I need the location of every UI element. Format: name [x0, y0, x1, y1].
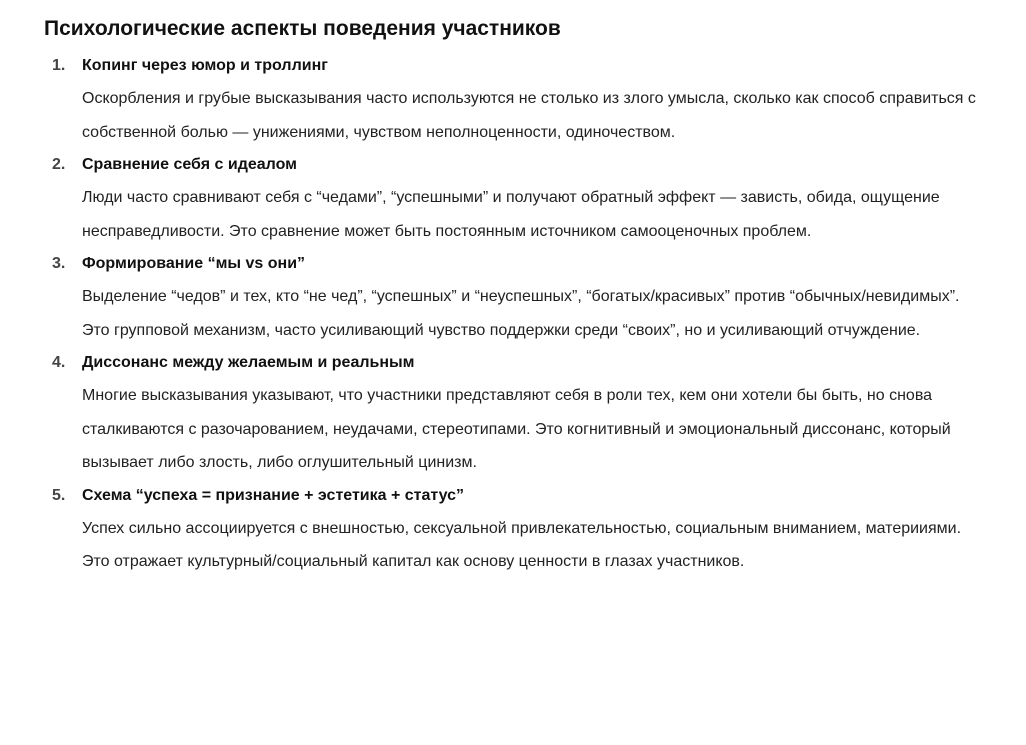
item-body: Выделение “чедов” и тех, кто “не чед”, “успешных” и “неуспешных”, “богатых/красивых” против “обычных/невидимых”. Это групповой механизм, часто усиливающий чувство поддержки среди “своих”, но и усиливающий отчуждение. [82, 288, 960, 339]
item-number: 5. [52, 486, 66, 504]
item-heading: Формирование “мы vs они” [82, 255, 306, 272]
aspects-list [44, 50, 986, 579]
list-item [44, 347, 986, 480]
item-number: 2. [52, 156, 66, 173]
item-heading: Диссонанс между желаемым и реальным [82, 354, 415, 371]
list-item [44, 248, 986, 347]
list-item [44, 50, 986, 149]
item-heading: Копинг через юмор и троллинг [82, 57, 328, 74]
item-number: 4. [52, 354, 66, 371]
item-body: Успех сильно ассоциируется с внешностью, сексуальной привлекательностью, социальным вниманием, материиями. Это отражает культурный/социальный капитал как основу ценности в глазах участников. [82, 519, 962, 570]
item-body: Многие высказывания указывают, что участники представляют себя в роли тех, кем они хотели бы быть, но снова сталкиваются с разочарованием, неудачами, стереотипами. Это когнитивный и эмоциональный диссонанс, который вызывает либо злость, либо оглушительный цинизм. [82, 387, 951, 471]
list-item [44, 149, 986, 248]
page-title: Психологические аспекты поведения участников [44, 17, 561, 40]
item-heading: Схема “успеха = признание + эстетика + статус” [82, 486, 465, 504]
item-number: 3. [52, 255, 66, 272]
item-number: 1. [52, 57, 66, 74]
list-item [44, 480, 986, 579]
item-body: Люди часто сравнивают себя с “чедами”, “успешными” и получают обратный эффект — зависть, обида, ощущение несправедливости. Это сравнение может быть постоянным источником самооценочных проблем. [82, 189, 940, 240]
item-heading: Сравнение себя с идеалом [82, 156, 297, 173]
item-body: Оскорбления и грубые высказывания часто используются не столько из злого умысла, сколько как способ справиться с собственной болью — унижениями, чувством неполноценности, одиночеством. [82, 90, 976, 141]
